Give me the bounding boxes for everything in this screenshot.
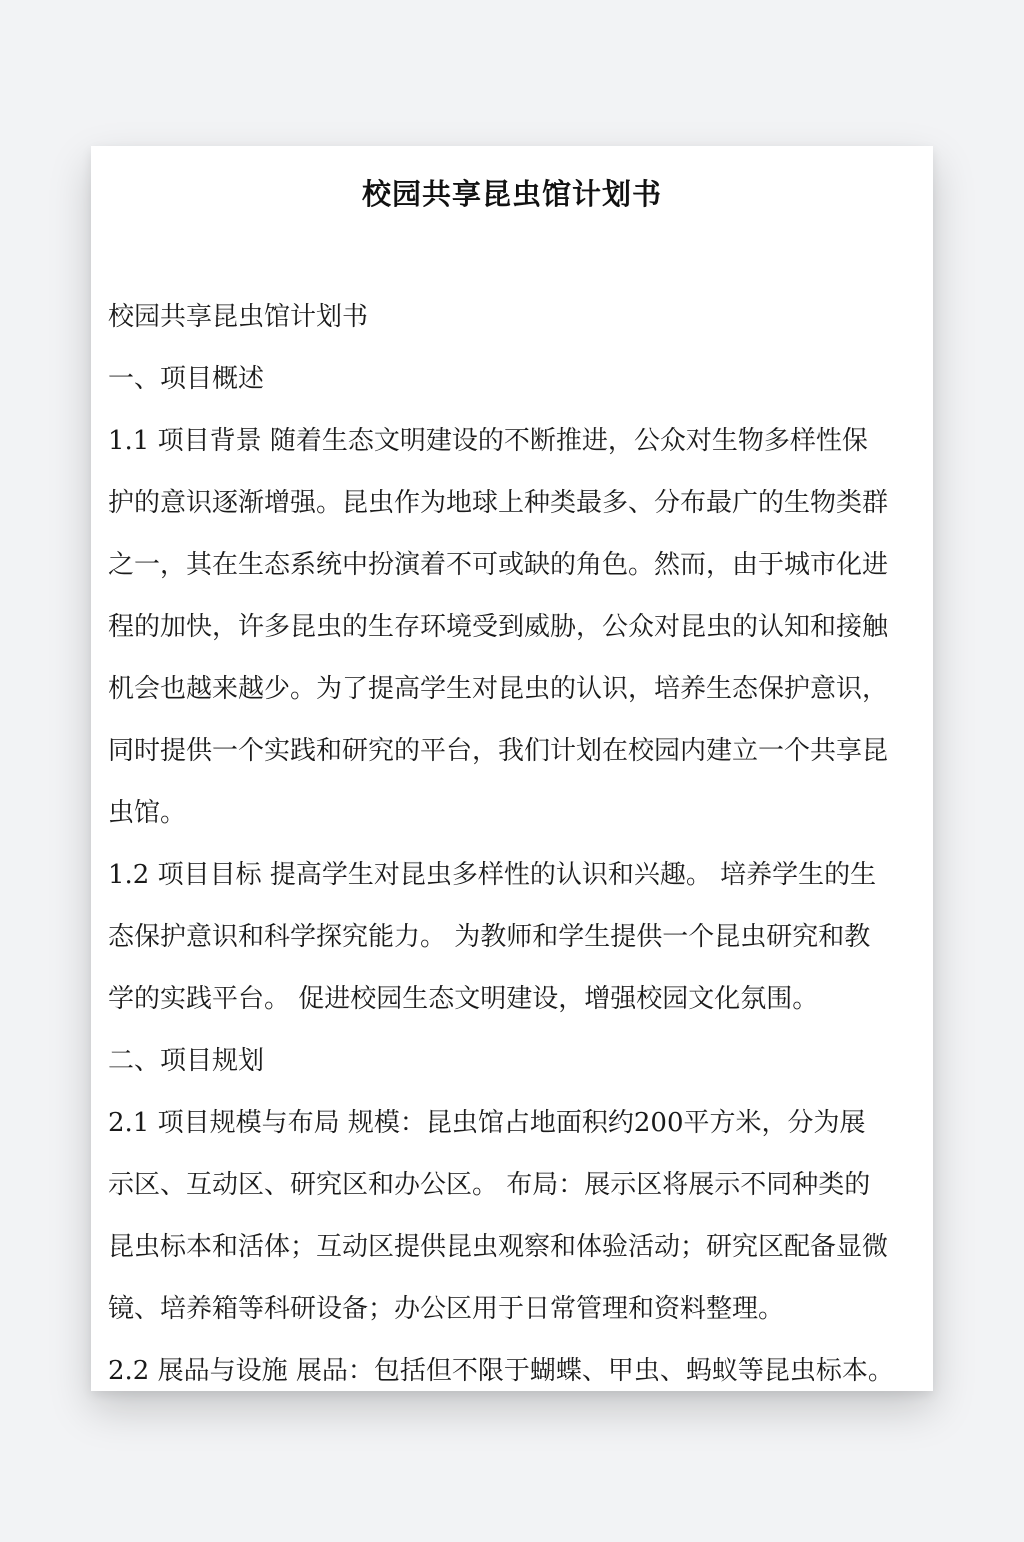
body-line: 护的意识逐渐增强。昆虫作为地球上种类最多、分布最广的生物类群	[108, 488, 889, 518]
body-line: 2.1 项目规模与布局 规模：昆虫馆占地面积约200平方米，分为展	[108, 1108, 866, 1138]
section-heading: 二、项目规划	[108, 1046, 265, 1076]
body-line: 机会也越来越少。为了提高学生对昆虫的认识，培养生态保护意识，	[108, 674, 889, 704]
document-body	[108, 286, 920, 1391]
body-line: 1.2 项目目标 提高学生对昆虫多样性的认识和兴趣。 培养学生的生	[108, 860, 877, 890]
body-line: 校园共享昆虫馆计划书	[108, 302, 369, 332]
body-line: 程的加快，许多昆虫的生存环境受到威胁，公众对昆虫的认知和接触	[108, 612, 889, 642]
section-heading: 一、项目概述	[108, 364, 265, 394]
body-line: 1.1 项目背景 随着生态文明建设的不断推进，公众对生物多样性保	[108, 426, 868, 456]
document-title: 校园共享昆虫馆计划书	[361, 177, 662, 211]
body-line: 之一，其在生态系统中扮演着不可或缺的角色。然而，由于城市化进	[108, 550, 889, 580]
body-line: 2.2 展品与设施 展品：包括但不限于蝴蝶、甲虫、蚂蚁等昆虫标本。	[108, 1356, 894, 1386]
body-line: 示区、互动区、研究区和办公区。 布局：展示区将展示不同种类的	[108, 1170, 871, 1200]
document-page	[91, 146, 933, 1391]
body-line: 态保护意识和科学探究能力。 为教师和学生提供一个昆虫研究和教	[108, 922, 871, 952]
body-line: 虫馆。	[108, 798, 187, 828]
body-line: 镜、培养箱等科研设备；办公区用于日常管理和资料整理。	[108, 1294, 785, 1324]
body-line: 同时提供一个实践和研究的平台，我们计划在校园内建立一个共享昆	[108, 736, 889, 766]
body-line: 昆虫标本和活体；互动区提供昆虫观察和体验活动；研究区配备显微	[108, 1232, 889, 1262]
body-line: 学的实践平台。 促进校园生态文明建设，增强校园文化氛围。	[108, 984, 819, 1014]
